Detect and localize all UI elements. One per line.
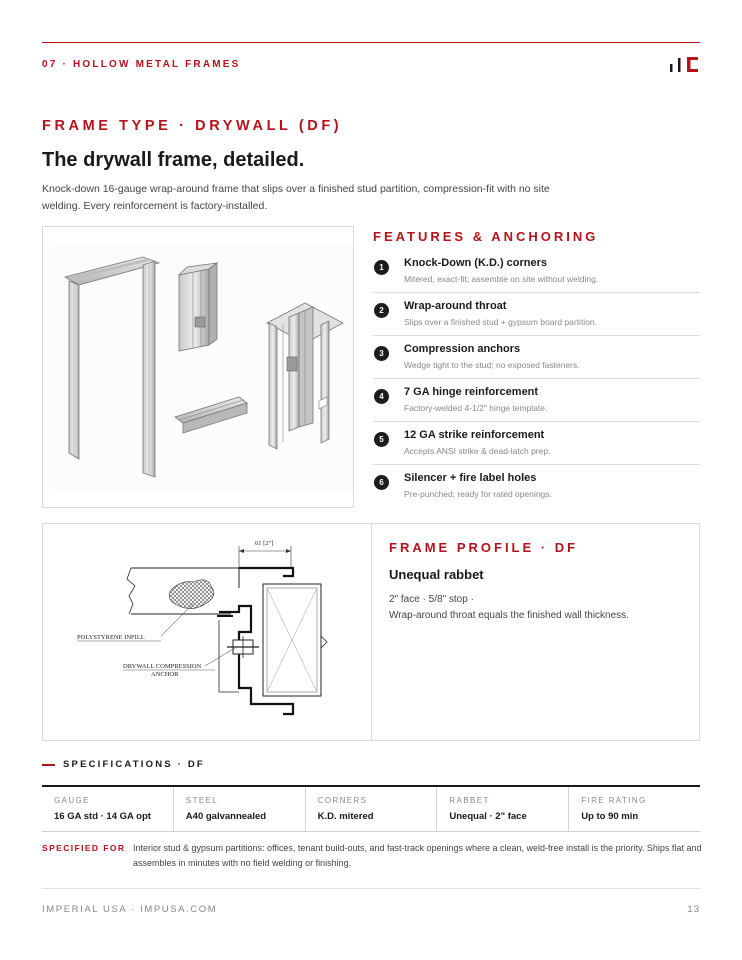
spec-cell-steel <box>174 787 306 831</box>
footer-rule <box>42 888 700 889</box>
spec-value: Up to 90 min <box>581 811 639 822</box>
dimension-label: 61 [2"] <box>255 540 274 547</box>
feature-item <box>373 250 700 293</box>
top-rule <box>42 42 700 43</box>
page-number: 13 <box>687 904 700 915</box>
spec-key: STEEL <box>185 796 219 805</box>
frame-profile-title: Unequal rabbet <box>389 567 484 582</box>
feature-title: Wrap-around throat <box>404 300 507 312</box>
spec-cell-gauge <box>42 787 174 831</box>
frame-isometric-drawing <box>42 226 354 508</box>
feature-number-badge: 2 <box>374 303 389 318</box>
compression-anchor-label-2: ANCHOR <box>151 671 179 678</box>
spec-value: 16 GA std · 14 GA opt <box>54 811 151 822</box>
features-title: FEATURES & ANCHORING <box>373 229 599 244</box>
spec-key: FIRE RATING <box>581 796 647 805</box>
feature-item <box>373 379 700 422</box>
spec-cell-corners <box>306 787 438 831</box>
frame-profile-detail-1: 2" face · 5/8" stop · <box>389 594 474 605</box>
frame-profile-detail-2: Wrap-around throat equals the finished wall thickness. <box>389 610 629 621</box>
intro-paragraph: Knock-down 16-gauge wrap-around frame that slips over a finished stud partition, compression-fit with no site welding. Every reinforcement is factory-installed. <box>42 183 550 212</box>
spec-cell-fire-rating <box>569 787 700 831</box>
feature-number-badge: 5 <box>374 432 389 447</box>
polystyrene-infill-label: POLYSTYRENE INFILL <box>77 634 145 641</box>
feature-title: Knock-Down (K.D.) corners <box>404 257 548 269</box>
feature-item <box>373 422 700 465</box>
specifications-table <box>42 785 700 832</box>
specified-for-label: SPECIFIED FOR <box>42 843 126 853</box>
panel-divider <box>371 524 372 740</box>
feature-item <box>373 465 700 508</box>
feature-description: Wedge tight to the stud; no exposed fasteners. <box>404 360 580 370</box>
feature-description: Accepts ANSI strike & dead-latch prep. <box>404 446 551 456</box>
feature-number-badge: 6 <box>374 475 389 490</box>
compression-anchor-label-1: DRYWALL COMPRESSION <box>123 663 202 670</box>
feature-number-badge: 4 <box>374 389 389 404</box>
spec-value: A40 galvannealed <box>185 811 267 822</box>
feature-title: Silencer + fire label holes <box>404 472 537 484</box>
specified-for-text: Interior stud & gypsum partitions: offices, tenant build-outs, and fast-track openings where a clean, weld-free install is the priority. Ships flat and assembles in minutes with no field welding or finishing. <box>133 843 702 868</box>
frame-profile-section-drawing <box>43 524 371 740</box>
feature-list <box>373 250 700 508</box>
spec-key: CORNERS <box>317 796 368 805</box>
spec-key: GAUGE <box>54 796 90 805</box>
feature-number-badge: 3 <box>374 346 389 361</box>
spec-cell-rabbet <box>437 787 569 831</box>
feature-description: Factory-welded 4-1/2" hinge template. <box>404 403 548 413</box>
feature-title: 12 GA strike reinforcement <box>404 429 545 441</box>
page-title: The drywall frame, detailed. <box>42 149 305 171</box>
frame-type-eyebrow: FRAME TYPE · DRYWALL (DF) <box>42 118 343 134</box>
frame-profile-panel <box>42 523 700 741</box>
feature-description: Mitered, exact-fit; assemble on site without welding. <box>404 274 599 284</box>
footer-brand: IMPERIAL USA · IMPUSA.COM <box>42 904 218 915</box>
section-label: 07 · HOLLOW METAL FRAMES <box>42 59 241 70</box>
spec-key: RABBET <box>449 796 490 805</box>
specifications-label: SPECIFICATIONS · DF <box>63 759 205 770</box>
spec-accent-dash <box>42 764 55 766</box>
feature-title: Compression anchors <box>404 343 521 355</box>
feature-title: 7 GA hinge reinforcement <box>404 386 539 398</box>
feature-description: Pre-punched; ready for rated openings. <box>404 489 552 499</box>
spec-value: K.D. mitered <box>317 811 374 822</box>
feature-item <box>373 336 700 379</box>
feature-description: Slips over a finished stud + gypsum board partition. <box>404 317 598 327</box>
feature-number-badge: 1 <box>374 260 389 275</box>
spec-value: Unequal · 2" face <box>449 811 527 822</box>
impusa-logo-icon <box>668 55 700 73</box>
feature-item <box>373 293 700 336</box>
frame-profile-eyebrow: FRAME PROFILE · DF <box>389 540 579 555</box>
frame-components-illustration <box>43 227 355 509</box>
